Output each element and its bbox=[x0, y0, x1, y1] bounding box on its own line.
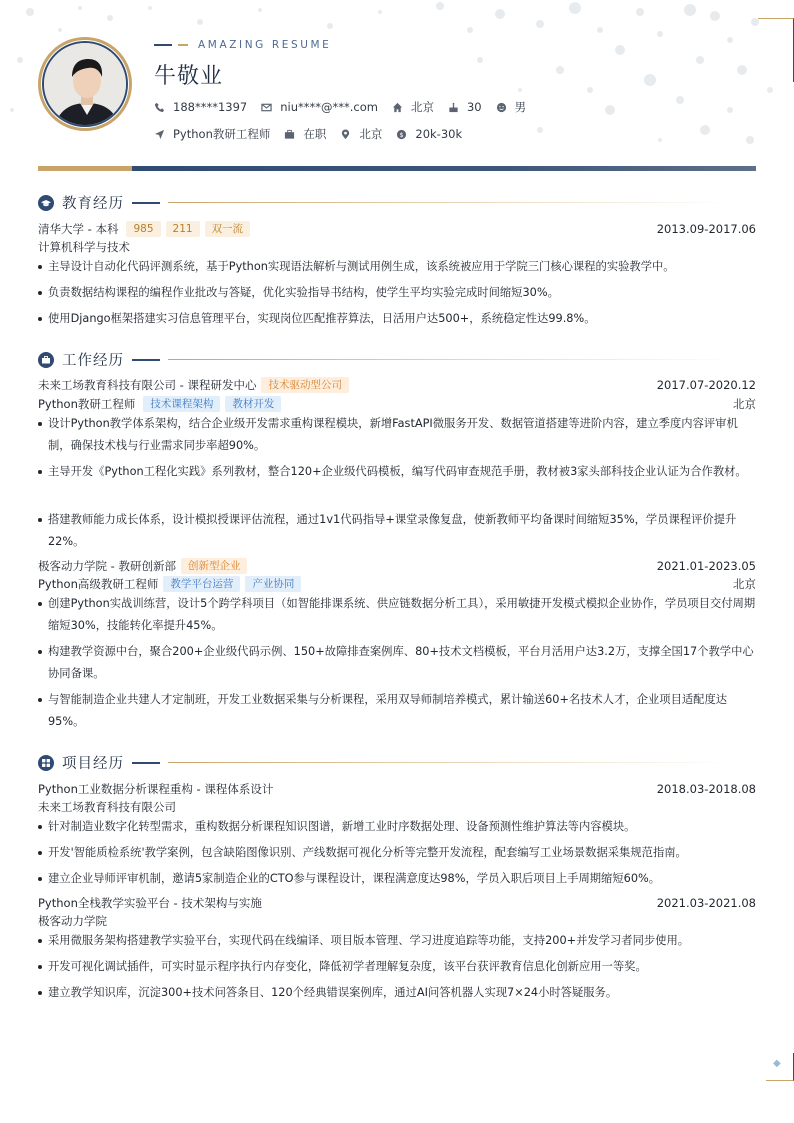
home-icon bbox=[392, 102, 403, 113]
tagline-text: AMAZING RESUME bbox=[198, 39, 332, 51]
briefcase-icon bbox=[284, 129, 295, 140]
work-title: 工作经历 bbox=[62, 353, 124, 369]
job-bullet: 主导开发《Python工程化实践》系列教材，整合120+企业级代码模板，编写代码审查规范手册，教材被3家头部科技企业认证为合作教材。 bbox=[38, 461, 756, 483]
smile-icon bbox=[496, 102, 507, 113]
project-org: 极客动力学院 bbox=[38, 914, 107, 928]
section-line-fade bbox=[168, 762, 734, 763]
target-city-info bbox=[340, 126, 382, 142]
header-divider bbox=[38, 166, 756, 171]
school-name: 清华大学 - 本科 bbox=[38, 222, 119, 236]
gender-info bbox=[496, 99, 527, 115]
school-tag: 211 bbox=[166, 221, 200, 237]
email-text: niu****@***.com bbox=[280, 100, 378, 114]
project-bullet: 开发可视化调试插件，可实时显示程序执行内存变化，降低初学者理解复杂度，该平台获评教育信息化创新应用一等奖。 bbox=[38, 956, 756, 978]
cake-icon bbox=[448, 102, 459, 113]
project-bullet: 开发'智能质检系统'教学案例，包含缺陷图像识别、产线数据可视化分析等完整开发流程，配套编写工业场景数据采集规范指南。 bbox=[38, 842, 756, 864]
status-info bbox=[284, 126, 326, 142]
section-line-navy bbox=[132, 762, 160, 764]
tagline-bar-navy bbox=[154, 44, 172, 46]
phone-info bbox=[154, 100, 247, 114]
education-section-header bbox=[38, 192, 756, 213]
education-major: 计算机科学与技术 bbox=[38, 240, 130, 254]
header-divider-gold bbox=[38, 166, 132, 171]
education-bullet: 使用Django框架搭建实习信息管理平台，实现岗位匹配推荐算法，日活用户达500+，系统稳定性达99.8%。 bbox=[38, 308, 756, 330]
corner-decoration-top-right bbox=[758, 18, 794, 82]
age-text: 30 bbox=[466, 100, 482, 114]
projects-title: 项目经历 bbox=[62, 756, 124, 772]
tagline-bar-gold bbox=[178, 44, 188, 46]
project-bullet: 建立企业导师评审机制，邀请5家制造企业的CTO参与课程设计，课程满意度达98%，学员入职后项目上手周期缩短60%。 bbox=[38, 868, 756, 890]
job-bullet: 与智能制造企业共建人才定制班，开发工业数据采集与分析课程，采用双导师制培养模式，累计输送60+名技术人才，企业项目适配度达95%。 bbox=[38, 689, 756, 733]
job-bullet: 搭建教师能力成长体系，设计模拟授课评估流程，通过1v1代码指导+课堂录像复盘，使新教师平均备课时间缩短35%，学员课程评价提升22%。 bbox=[38, 509, 756, 553]
corner-decoration-bottom-right bbox=[766, 1053, 794, 1081]
age-info bbox=[448, 100, 482, 114]
header-divider-navy bbox=[132, 166, 756, 171]
avatar-portrait-icon bbox=[44, 43, 128, 127]
company-tag: 创新型企业 bbox=[181, 558, 248, 574]
phone-text: 188****1397 bbox=[173, 100, 248, 114]
city-info bbox=[392, 99, 434, 115]
project-bullet: 采用微服务架构搭建教学实验平台，实现代码在线编译、项目版本管理、学习进度追踪等功能，支持200+并发学习者同步使用。 bbox=[38, 930, 756, 952]
project-bullet: 针对制造业数字化转型需求，重构数据分析课程知识图谱，新增工业时序数据处理、设备预测性维护算法等内容模块。 bbox=[38, 816, 756, 838]
project-name: Python工业数据分析课程重构 - 课程体系设计 bbox=[38, 782, 274, 796]
company-name: 极客动力学院 - 教研创新部 bbox=[38, 559, 176, 573]
education-bullet: 主导设计自动化代码评测系统，基于Python实现语法解析与测试用例生成，该系统被应用于学院三门核心课程的实验教学中。 bbox=[38, 256, 756, 278]
project-name: Python全栈教学实验平台 - 技术架构与实施 bbox=[38, 896, 262, 910]
job-bullet: 创建Python实战训练营，设计5个跨学科项目（如智能排课系统、供应链数据分析工具），采用敏捷开发模式模拟企业协作，学员项目交付周期缩短30%，技能转化率提升45%。 bbox=[38, 593, 756, 637]
company-name: 未来工场教育科技有限公司 - 课程研发中心 bbox=[38, 378, 257, 392]
job-bullet: 设计Python教学体系架构，结合企业级开发需求重构课程模块，新增FastAPI微服务开发、数据管道搭建等进阶内容，建立季度内容评审机制，确保技术栈与行业需求同步率超90%。 bbox=[38, 413, 756, 457]
education-bullet: 负责数据结构课程的编程作业批改与答疑，优化实验指导书结构，使学生平均实验完成时间缩短30%。 bbox=[38, 282, 756, 304]
project-org: 未来工场教育科技有限公司 bbox=[38, 800, 176, 814]
job-entry-header bbox=[38, 377, 756, 393]
job-location: 北京 bbox=[733, 397, 756, 411]
job-role: Python教研工程师 bbox=[38, 397, 136, 411]
svg-text:$: $ bbox=[399, 130, 404, 139]
graduation-cap-icon bbox=[38, 195, 54, 211]
phone-icon bbox=[154, 102, 165, 113]
mail-icon bbox=[261, 102, 272, 113]
section-line-navy bbox=[132, 202, 160, 204]
education-date: 2013.09-2017.06 bbox=[656, 222, 756, 236]
city-text: 北京 bbox=[410, 100, 434, 114]
status-text: 在职 bbox=[303, 127, 327, 141]
salary-info bbox=[396, 127, 462, 141]
role-tag: 教学平台运营 bbox=[163, 576, 240, 592]
job-date: 2017.07-2020.12 bbox=[656, 378, 756, 392]
job-intent-row bbox=[154, 126, 476, 142]
job-date: 2021.01-2023.05 bbox=[656, 559, 756, 573]
role-tag: 教材开发 bbox=[225, 396, 281, 412]
email-info bbox=[261, 100, 378, 114]
send-icon bbox=[154, 129, 165, 140]
money-icon bbox=[396, 129, 407, 140]
gender-text: 男 bbox=[514, 100, 527, 114]
job-role-row bbox=[38, 396, 756, 412]
section-line-fade bbox=[168, 202, 734, 203]
project-date: 2018.03-2018.08 bbox=[656, 782, 756, 796]
job-location: 北京 bbox=[733, 577, 756, 591]
grid-icon bbox=[38, 755, 54, 771]
work-section-header bbox=[38, 349, 756, 370]
role-tag: 产业协同 bbox=[245, 576, 301, 592]
job-role: Python高级教研工程师 bbox=[38, 577, 159, 591]
avatar bbox=[42, 41, 128, 127]
projects-section-header bbox=[38, 752, 756, 773]
diamond-icon: ◆ bbox=[773, 1058, 781, 1069]
candidate-name: 牛敬业 bbox=[154, 64, 224, 89]
role-tag: 技术课程架构 bbox=[143, 396, 220, 412]
company-tag: 技术驱动型公司 bbox=[261, 377, 349, 393]
section-line-navy bbox=[132, 359, 160, 361]
school-tag: 985 bbox=[126, 221, 160, 237]
project-entry-header bbox=[38, 895, 756, 911]
job-role-row bbox=[38, 576, 756, 592]
project-date: 2021.03-2021.08 bbox=[656, 896, 756, 910]
job-entry-header bbox=[38, 558, 756, 574]
education-title: 教育经历 bbox=[62, 196, 124, 212]
salary-text: 20k-30k bbox=[415, 127, 463, 141]
section-line-fade bbox=[168, 359, 734, 360]
position-info bbox=[154, 126, 270, 142]
location-pin-icon bbox=[340, 129, 351, 140]
tagline bbox=[154, 39, 331, 51]
job-bullet: 构建教学资源中台，聚合200+企业级代码示例、150+故障排查案例库、80+技术文档模板，平台月活用户达3.2万，支撑全国17个教学中心协同备课。 bbox=[38, 641, 756, 685]
position-text: Python教研工程师 bbox=[173, 127, 271, 141]
school-tag: 双一流 bbox=[205, 221, 251, 237]
target-city-text: 北京 bbox=[359, 127, 383, 141]
contact-info-row bbox=[154, 99, 540, 115]
project-entry-header bbox=[38, 781, 756, 797]
project-bullet: 建立教学知识库，沉淀300+技术问答条目、120个经典错误案例库，通过AI问答机器人实现7×24小时答疑服务。 bbox=[38, 982, 756, 1004]
education-entry-header bbox=[38, 221, 756, 237]
briefcase-icon bbox=[38, 352, 54, 368]
